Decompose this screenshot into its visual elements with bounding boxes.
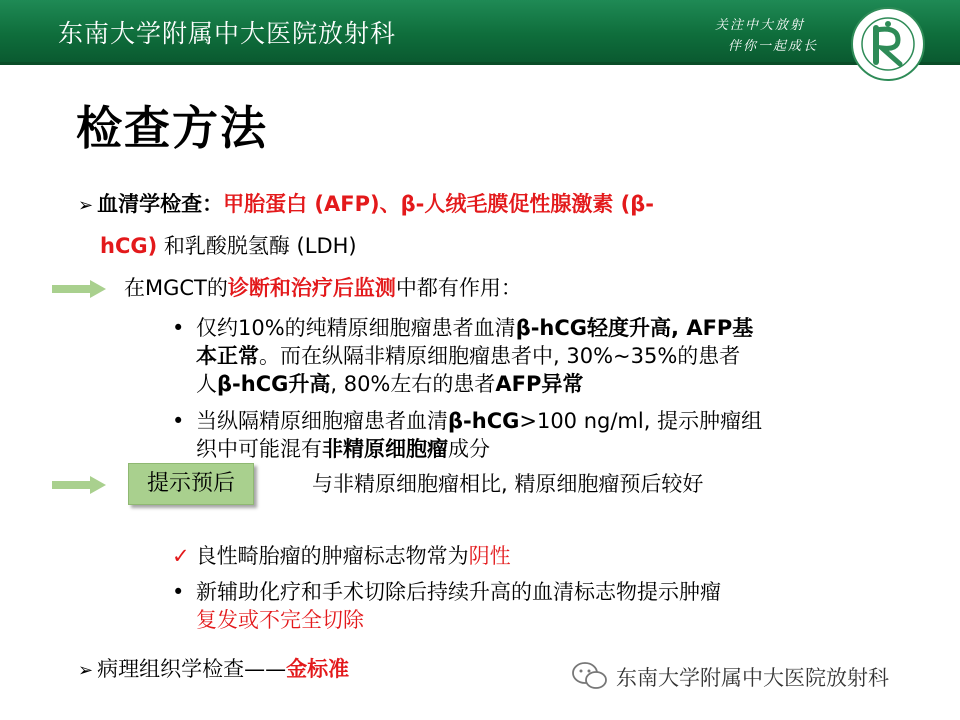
triangle-bullet-icon: ➢ <box>78 660 94 681</box>
wechat-icon <box>570 660 610 692</box>
serology-markers-cont: hCG) <box>100 234 158 258</box>
bullet-1-text-b: β-hCG轻度升高, AFP基 <box>515 316 754 340</box>
checkmark-icon: ✓ <box>172 544 190 568</box>
bullet-2-line-1 <box>172 407 762 435</box>
bullet-1-text-e: 人 <box>196 372 217 396</box>
prognosis-text: 与非精原细胞瘤相比, 精原细胞瘤预后较好 <box>312 472 704 496</box>
header-divider <box>0 62 960 65</box>
page-title: 检查方法 <box>76 101 268 155</box>
bullet-1-text-d: 。而在纵隔非精原细胞瘤患者中, 30%~35%的患者 <box>259 344 741 368</box>
check-item-line <box>172 542 511 570</box>
slogan-line-2: 伴你一起成长 <box>728 39 819 54</box>
check-item-text: 良性畸胎瘤的肿瘤标志物常为 <box>195 544 469 568</box>
bullet-dot-icon: • <box>172 316 185 340</box>
bullet-2-text-d: 织中可能混有 <box>196 437 322 461</box>
header-title: 东南大学附属中大医院放射科 <box>58 19 397 48</box>
role-emphasis: 诊断和治疗后监测 <box>227 276 396 300</box>
bullet-3-line-1 <box>172 578 721 606</box>
pathology-emphasis: 金标准 <box>286 657 350 681</box>
hospital-logo-icon <box>848 4 928 84</box>
pathology-line <box>78 655 349 685</box>
bullet-1-line-1 <box>172 314 753 342</box>
bullet-2-text-b: β-hCG <box>448 409 520 433</box>
check-item-emphasis: 阴性 <box>468 544 511 568</box>
bullet-1-text-h: AFP异常 <box>495 372 584 396</box>
watermark-text: 东南大学附属中大医院放射科 <box>616 666 889 690</box>
bullet-3-line-2: 复发或不完全切除 <box>196 608 364 632</box>
serology-line-2 <box>100 232 357 260</box>
bullet-dot-icon: • <box>172 580 185 604</box>
bullet-1-text-g: , 80%左右的患者 <box>330 372 496 396</box>
serology-ldh: 和乳酸脱氢酶 (LDH) <box>157 234 357 258</box>
bullet-dot-icon: • <box>172 409 185 433</box>
bullet-1-text-a: 仅约10%的纯精原细胞瘤患者血清 <box>196 316 516 340</box>
role-suffix: 中都有作用： <box>395 276 522 300</box>
pathology-label: 病理组织学检查—— <box>97 657 287 681</box>
bullet-1-text-c: 本正常 <box>196 344 259 368</box>
triangle-bullet-icon: ➢ <box>78 195 94 216</box>
green-arrow-icon <box>52 476 106 494</box>
bullet-1-line-2 <box>196 342 740 370</box>
slogan-line-1: 关注中大放射 <box>715 18 806 33</box>
bullet-2-text-e: 非精原细胞瘤 <box>322 437 448 461</box>
bullet-2-text-a: 当纵隔精原细胞瘤患者血清 <box>196 409 448 433</box>
role-prefix: 在MGCT的 <box>124 276 228 300</box>
serology-line <box>78 190 654 220</box>
serology-label: 血清学检查： <box>97 192 224 216</box>
bullet-3-text-a: 新辅助化疗和手术切除后持续升高的血清标志物提示肿瘤 <box>196 580 721 604</box>
prognosis-badge: 提示预后 <box>128 463 254 505</box>
serology-markers: 甲胎蛋白 (AFP)、β-人绒毛膜促性腺激素 (β- <box>223 192 654 216</box>
bullet-2-line-2 <box>196 435 490 463</box>
bullet-2-text-c: >100 ng/ml, 提示肿瘤组 <box>519 409 763 433</box>
bullet-1-line-3 <box>196 370 583 398</box>
bullet-2-text-f: 成分 <box>448 437 490 461</box>
green-arrow-icon <box>52 280 106 298</box>
role-line <box>124 274 522 302</box>
bullet-1-text-f: β-hCG升高 <box>217 372 331 396</box>
